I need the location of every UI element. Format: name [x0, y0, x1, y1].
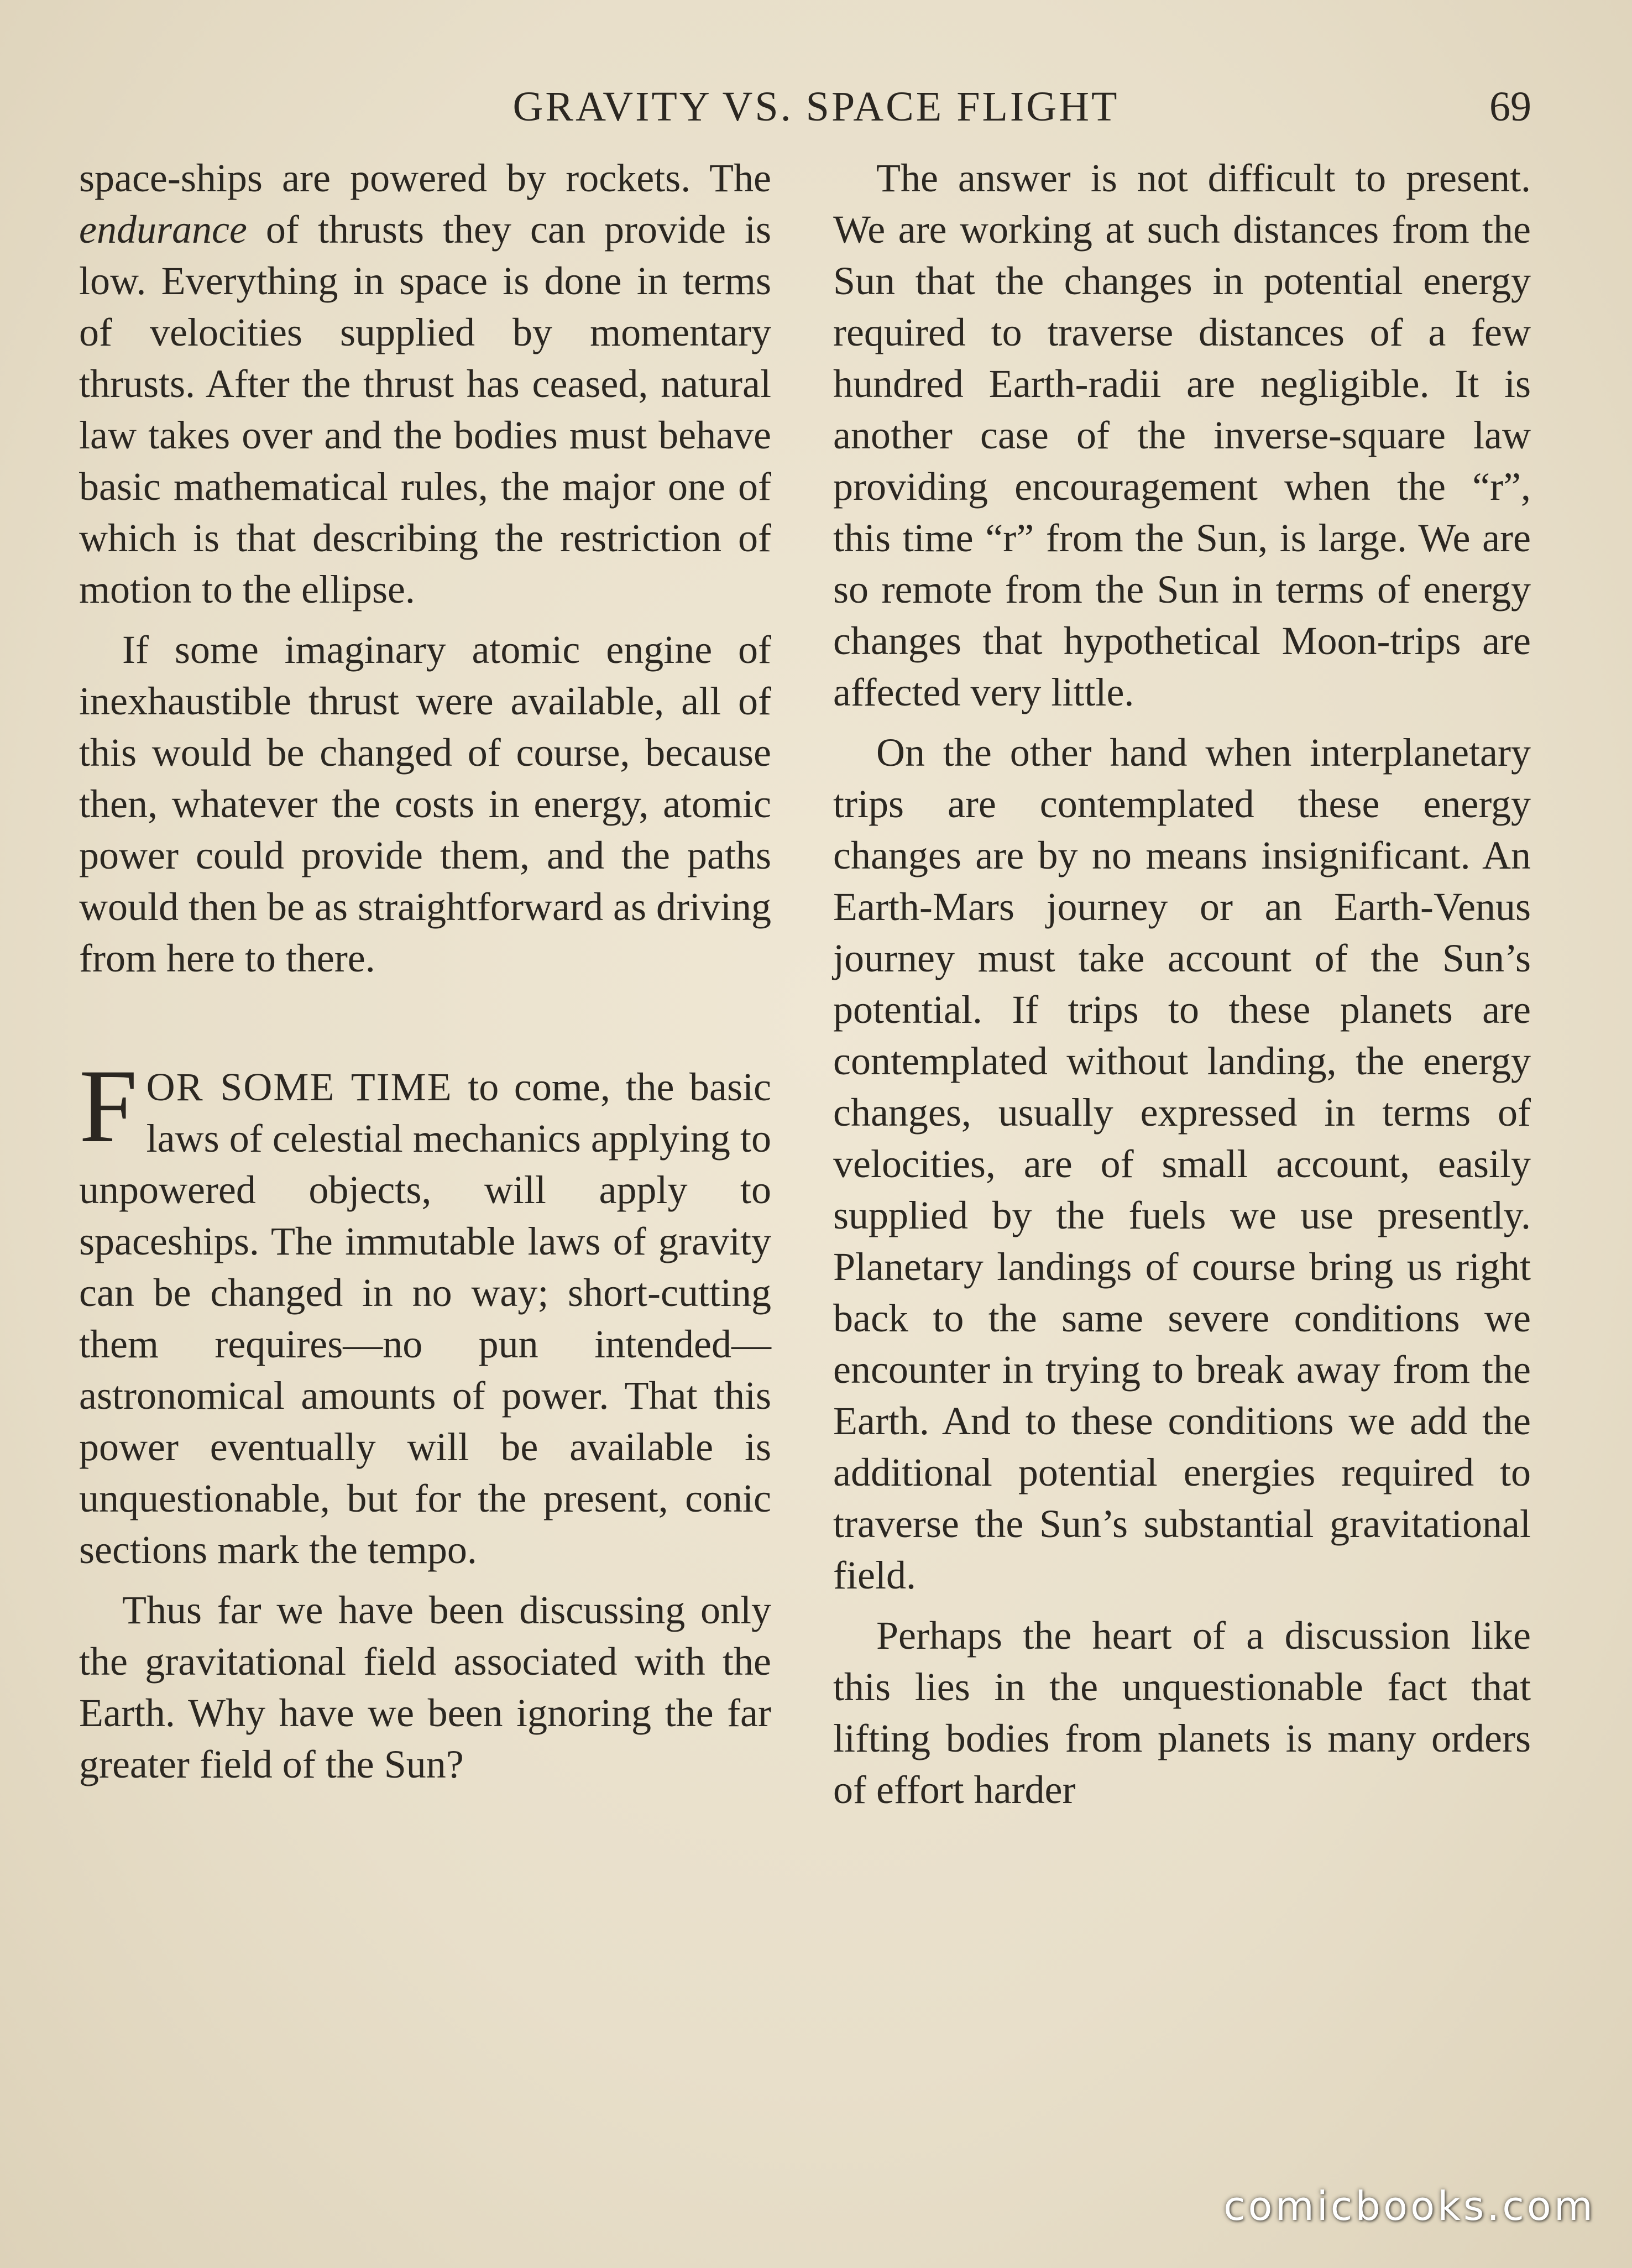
left-paragraph-1 [79, 153, 771, 615]
left-column [79, 153, 771, 1799]
running-title: GRAVITY VS. SPACE FLIGHT [512, 83, 1120, 130]
left-p1-text-b: of thrusts they can provide is low. Everything in space is done in terms of velocities supplied by momentary thrusts. After the thrust has ceased, natural law takes over and the bodies must behave basic mathematical rules, the major one of which is that describing the restriction of motion to the ellipse. [79, 207, 771, 612]
right-column [833, 153, 1531, 1825]
drop-cap: F [79, 1048, 138, 1164]
page-header [0, 76, 1632, 137]
right-paragraph-3: Perhaps the heart of a discussion like this lies in the unquestionable fact that lifting bodies from planets is many orders of effort harder [833, 1613, 1531, 1812]
emphasis-endurance: endurance [79, 207, 247, 252]
left-p1-text-a: space-ships are powered by rockets. The [79, 156, 771, 200]
lead-in-small-caps: OR SOME TIME [146, 1065, 453, 1109]
left-paragraph-3 [79, 1048, 771, 1576]
page-number: 69 [1489, 83, 1531, 130]
site-watermark: comicbooks.com [1223, 2183, 1596, 2229]
left-paragraph-2: If some imaginary atomic engine of inexhaustible thrust were available, all of this would be changed of course, because then, whatever the costs in energy, atomic power could provide them, and the paths would then be as straightforward as driving from here to there. [79, 628, 771, 980]
right-paragraph-2: On the other hand when interplanetary trips are contemplated these energy changes are by no means insignificant. An Earth-Mars journey or an Earth-Venus journey must take account of the Sun’s potential. If trips to these planets are contemplated without landing, the energy changes, usually expressed in terms of velocities, are of small account, easily supplied by the fuels we use presently. Planetary landings of course bring us right back to the same severe conditions we encounter in trying to break away from the Earth. And to these conditions we add the additional potential energies required to traverse the Sun’s substantial gravitational field. [833, 730, 1531, 1597]
left-paragraph-4: Thus far we have been discussing only the gravitational field associated with the Earth. Why have we been ignoring the far greater field of the Sun? [79, 1588, 771, 1786]
right-paragraph-1: The answer is not difficult to present. We are working at such distances from the Sun that the changes in potential energy required to traverse distances of a few hundred Earth-radii are negligible. It is another case of the inverse-square law providing encouragement when the “r”, this time “r” from the Sun, is large. We are so remote from the Sun in terms of energy changes that hypothetical Moon-trips are affected very little. [833, 156, 1531, 714]
left-p3-text: to come, the basic laws of celestial mechanics applying to unpowered objects, will apply to spaceships. The immutable laws of gravity can be changed in no way; short-cutting them requires—no pun intended—astronomical amounts of power. That this power eventually will be available is unquestionable, but for the present, conic sections mark the tempo. [79, 1065, 771, 1572]
